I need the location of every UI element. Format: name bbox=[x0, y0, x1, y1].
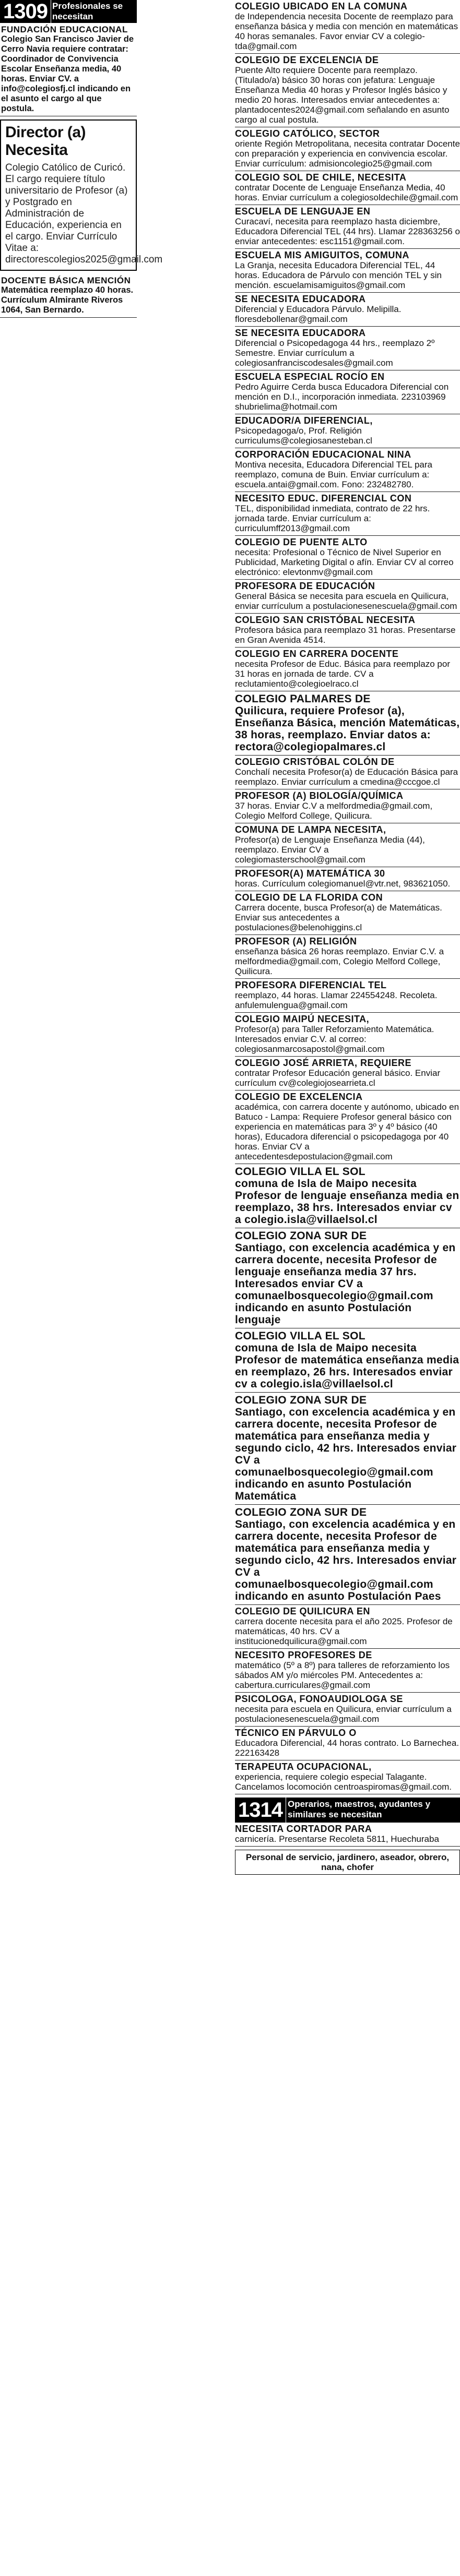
ad-heading: NECESITA CORTADOR PARA bbox=[235, 1824, 372, 1834]
ad-heading: TÉCNICO EN PÁRVULO O bbox=[235, 1728, 357, 1738]
classified-ad bbox=[235, 1693, 460, 1727]
classified-ad bbox=[235, 614, 460, 648]
ad-heading: COLEGIO DE EXCELENCIA bbox=[235, 1092, 363, 1102]
ad-heading: COLEGIO UBICADO EN LA COMUNA bbox=[235, 1, 408, 11]
ad-body: La Granja, necesita Educadora Diferencial TEL, 44 horas. Educadora de Párvulo con mención TEL y sin mención. escuelamisamiguitos@gmail.com bbox=[235, 260, 442, 290]
ad-heading: ESCUELA ESPECIAL ROCÍO EN bbox=[235, 372, 385, 382]
ad-heading: COLEGIO SAN CRISTÓBAL NECESITA bbox=[235, 615, 416, 625]
ad-heading: COLEGIO VILLA EL SOL bbox=[235, 1166, 365, 1178]
classified-ad bbox=[235, 414, 460, 448]
ad-body: académica, con carrera docente y autónomo, ubicado en Batuco - Lampa: Requiere Profesor general básico con experiencia en matemáticas para 3º y 4º básico (40 horas), Educadora diferencial o psicopedagoga por 40 horas. Enviar CV a antecedentesdepostulacion@gmail.com bbox=[235, 1102, 459, 1161]
classified-ad bbox=[235, 536, 460, 580]
classified-ad bbox=[235, 1823, 460, 1847]
section-header-1309 bbox=[0, 0, 137, 23]
classified-ad bbox=[0, 23, 137, 116]
ad-heading: PROFESORA DIFERENCIAL TEL bbox=[235, 980, 387, 990]
classified-ad bbox=[235, 448, 460, 492]
classified-ad bbox=[235, 891, 460, 935]
ad-body: horas. Currículum colegiomanuel@vtr.net, 983621050. bbox=[235, 879, 451, 889]
classified-ad bbox=[235, 1393, 460, 1505]
ad-body: contratar Docente de Lenguaje Enseñanza Media, 40 horas. Enviar currículum a colegiosoldechile@gmail.com bbox=[235, 183, 458, 202]
ad-heading: Director (a) Necesita bbox=[5, 124, 86, 159]
ad-heading: SE NECESITA EDUCADORA bbox=[235, 328, 366, 338]
classified-ad bbox=[235, 648, 460, 691]
ad-heading: ESCUELA DE LENGUAJE EN bbox=[235, 206, 371, 217]
ad-heading: COLEGIO DE QUILICURA EN bbox=[235, 1606, 370, 1616]
ad-heading: ESCUELA MIS AMIGUITOS, COMUNA bbox=[235, 250, 409, 260]
ad-heading: SE NECESITA EDUCADORA bbox=[235, 294, 366, 304]
classified-ad bbox=[0, 274, 137, 318]
ad-body: Colegio Católico de Curicó. El cargo requiere título universitario de Profesor (a) y Postgrado en Administración de Educación, experiencia en el cargo. Enviar Currículo Vitae a: directorescolegios2025@gmail.com bbox=[5, 162, 163, 265]
classified-ad bbox=[235, 1605, 460, 1649]
ad-body: enseñanza básica 26 horas reemplazo. Enviar C.V. a melfordmedia@gmail.com, Colegio Melford College, Quilicura. bbox=[235, 946, 444, 976]
ad-heading: COLEGIO VILLA EL SOL bbox=[235, 1330, 365, 1342]
ad-heading: NECESITO EDUC. DIFERENCIAL CON bbox=[235, 493, 412, 504]
ad-heading: PROFESORA DE EDUCACIÓN bbox=[235, 581, 375, 591]
classified-ad bbox=[235, 171, 460, 205]
ad-heading: PROFESOR(A) MATEMÁTICA 30 bbox=[235, 868, 385, 879]
classified-ad bbox=[235, 1164, 460, 1228]
ad-body: General Básica se necesita para escuela en Quilicura, enviar currículum a postulacionesenescuela@gmail.com bbox=[235, 591, 457, 611]
classified-ad bbox=[235, 327, 460, 370]
ad-body: Montiva necesita, Educadora Diferencial TEL para reemplazo, comuna de Buin. Enviar currículum a: escuela.antai@gmail.com. Fono: 232482780. bbox=[235, 460, 432, 489]
ad-heading: COLEGIO DE PUENTE ALTO bbox=[235, 537, 368, 547]
ad-body: Conchalí necesita Profesor(a) de Educación Básica para reemplazo. Enviar currículum a cmedina@cccgoe.cl bbox=[235, 767, 458, 787]
ad-heading: TERAPEUTA OCUPACIONAL, bbox=[235, 1762, 372, 1772]
ad-body: experiencia, requiere colegio especial Talagante. Cancelamos locomoción centroaspiromas@gmail.com. bbox=[235, 1772, 452, 1792]
classified-ad bbox=[235, 691, 460, 756]
ad-body: carrera docente necesita para el año 2025. Profesor de matemáticas, 40 hrs. CV a institucionedquilicura@gmail.com bbox=[235, 1616, 453, 1646]
ad-heading: NECESITO PROFESORES DE bbox=[235, 1650, 372, 1660]
classified-ad bbox=[235, 1328, 460, 1393]
footer-box-heading: Personal de servicio, jardinero, aseador, obrero, nana, chofer bbox=[245, 1852, 450, 1872]
classified-ad bbox=[235, 756, 460, 789]
ad-body: Carrera docente, busca Profesor(a) de Matemáticas. Enviar sus antecedentes a postulaciones@belenohiggins.cl bbox=[235, 903, 442, 932]
ad-list bbox=[235, 1823, 460, 1847]
ad-heading: COLEGIO SOL DE CHILE, NECESITA bbox=[235, 172, 407, 183]
section-number: 1309 bbox=[0, 0, 51, 23]
classified-ad bbox=[235, 1649, 460, 1693]
ad-body: Profesor(a) de Lenguaje Enseñanza Media (44), reemplazo. Enviar CV a colegiomasterschool@gmail.com bbox=[235, 835, 425, 865]
ad-heading: COLEGIO DE EXCELENCIA DE bbox=[235, 55, 379, 65]
ad-body: reemplazo, 44 horas. Llamar 224554248. Recoleta. anfulemulengua@gmail.com bbox=[235, 990, 438, 1010]
classified-ad bbox=[235, 867, 460, 891]
ad-body: TEL, disponibilidad inmediata, contrato de 22 hrs. jornada tarde. Enviar currículum a: curriculumff2013@gmail.com bbox=[235, 504, 430, 533]
classified-ad bbox=[235, 0, 460, 54]
ad-body: necesita para escuela en Quilicura, enviar currículum a postulacionesenescuela@gmail.com bbox=[235, 1704, 452, 1724]
ad-heading: COLEGIO JOSÉ ARRIETA, REQUIERE bbox=[235, 1058, 412, 1068]
ad-body: carnicería. Presentarse Recoleta 5811, Huechuraba bbox=[235, 1834, 439, 1844]
ad-heading: PSICOLOGA, FONOAUDIOLOGA SE bbox=[235, 1694, 403, 1704]
ad-body: comuna de Isla de Maipo necesita Profesor de lenguaje enseñanza media en reemplazo, 38 hrs. Interesados enviar cv a colegio.isla@villaelsol.cl bbox=[235, 1178, 459, 1226]
ad-body: comuna de Isla de Maipo necesita Profesor de matemática enseñanza media en reemplazo, 26 hrs. Interesados enviar cv a colegio.isla@villaelsol.cl bbox=[235, 1342, 459, 1390]
ad-body: oriente Región Metropolitana, necesita contratar Docente con preparación y experiencia en convivencia escolar. Enviar currículum: admisioncolegio25@gmail.com bbox=[235, 139, 460, 169]
ad-body: Profesor(a) para Taller Reforzamiento Matemática. Interesados enviar C.V. al correo: colegiosanmarcosapostol@gmail.com bbox=[235, 1024, 434, 1054]
ad-heading: DOCENTE BÁSICA MENCIÓN bbox=[1, 275, 131, 285]
ad-heading: COLEGIO CATÓLICO, SECTOR bbox=[235, 128, 380, 139]
ad-heading: COMUNA DE LAMPA NECESITA, bbox=[235, 824, 386, 835]
ad-body: Colegio San Francisco Javier de Cerro Navia requiere contratar: Coordinador de Convivencia Escolar Enseñanza media, 40 horas. Enviar CV. a info@colegiosfj.cl indicando en el asunto el cargo al que postula. bbox=[1, 34, 134, 113]
ad-body: Curacaví, necesita para reemplazo hasta diciembre, Educadora Diferencial TEL (44 hrs). Llamar 228363256 o enviar antecedentes: esc1151@gmail.com. bbox=[235, 217, 460, 246]
ad-body: Santiago, con excelencia académica y en carrera docente, necesita Profesor de lenguaje enseñanza media 37 hrs. Interesados enviar CV a comunaelbosquecolegio@gmail.com indicando en asunto Postulación lenguaje bbox=[235, 1242, 456, 1326]
ad-heading: PROFESOR (A) BIOLOGÍA/QUÍMICA bbox=[235, 790, 404, 801]
classified-ad bbox=[235, 935, 460, 979]
ad-heading: COLEGIO DE LA FLORIDA CON bbox=[235, 892, 383, 903]
classified-ad bbox=[235, 492, 460, 536]
column-left bbox=[0, 0, 163, 318]
ad-body: Puente Alto requiere Docente para reemplazo. (Titulado/a) básico 30 horas con jefatura: Lenguaje Enseñanza Media 40 horas y Profesor Inglés básico y medio 20 horas. Interesados enviar antecedentes a: plantadocentes2024@gmail.com señalando en asunto cargo al cual postula. bbox=[235, 65, 450, 125]
classified-ad bbox=[235, 1760, 460, 1794]
ad-heading: COLEGIO ZONA SUR DE bbox=[235, 1506, 367, 1518]
ad-heading: COLEGIO ZONA SUR DE bbox=[235, 1394, 367, 1406]
section-number: 1314 bbox=[235, 1798, 286, 1823]
ad-body: Profesora básica para reemplazo 31 horas. Presentarse en Gran Avenida 4514. bbox=[235, 625, 456, 645]
classified-ad bbox=[235, 1228, 460, 1328]
ad-body: Santiago, con excelencia académica y en carrera docente, necesita Profesor de matemática para enseñanza media y segundo ciclo, 42 hrs. Interesados enviar CV a comunaelbosquecolegio@gmail.com indicando en asunto Postulación Matemática bbox=[235, 1406, 457, 1502]
ad-body: Diferencial y Educadora Párvulo. Melipilla. floresdebollenar@gmail.com bbox=[235, 304, 402, 324]
classified-ad bbox=[235, 1505, 460, 1605]
ad-heading: COLEGIO EN CARRERA DOCENTE bbox=[235, 649, 399, 659]
classified-ad bbox=[235, 370, 460, 414]
classified-ad bbox=[235, 789, 460, 823]
footer-box bbox=[235, 1850, 460, 1875]
ad-heading: COLEGIO MAIPÚ NECESITA, bbox=[235, 1014, 370, 1024]
ad-heading: EDUCADOR/A DIFERENCIAL, bbox=[235, 415, 373, 426]
classified-ad bbox=[235, 54, 460, 127]
ad-body: Educadora Diferencial, 44 horas contrato. Lo Barnechea. 222163428 bbox=[235, 1738, 459, 1758]
section-header-1314 bbox=[235, 1798, 460, 1823]
classified-ad bbox=[235, 1057, 460, 1091]
ad-body: necesita: Profesional o Técnico de Nivel Superior en Publicidad, Marketing Digital o afín. Enviar CV al correo electrónico: elevtonmv@gmail.com bbox=[235, 547, 454, 577]
ad-body: Diferencial o Psicopedagoga 44 hrs., reemplazo 2º Semestre. Enviar currículum a colegiosanfranciscodesales@gmail.com bbox=[235, 338, 435, 368]
classified-ad bbox=[235, 979, 460, 1013]
ad-body: necesita Profesor de Educ. Básica para reemplazo por 31 horas en jornada de tarde. CV a reclutamiento@colegioelraco.cl bbox=[235, 659, 451, 689]
classified-ad bbox=[235, 1091, 460, 1164]
column-right bbox=[235, 0, 460, 1875]
ad-body: Santiago, con excelencia académica y en carrera docente, necesita Profesor de matemática para enseñanza media y segundo ciclo, 42 hrs. Interesados enviar CV a comunaelbosquecolegio@gmail.com indicando en asunto Postulación Paes bbox=[235, 1518, 457, 1602]
boxed-ad bbox=[0, 119, 163, 271]
ad-body: matemático (5º a 8º) para talleres de reforzamiento los sábados AM y/o miércoles PM. Antecedentes a: cabertura.curriculares@gmail.com bbox=[235, 1660, 450, 1690]
ad-list bbox=[235, 0, 460, 1794]
ad-body: Matemática reemplazo 40 horas. Currículum Almirante Riveros 1064, San Bernardo. bbox=[1, 285, 134, 315]
section-title: Profesionales se necesitan bbox=[51, 0, 137, 23]
ad-heading: COLEGIO CRISTÓBAL COLÓN DE bbox=[235, 757, 395, 767]
classified-ad bbox=[235, 127, 460, 171]
classified-ad bbox=[235, 293, 460, 327]
ad-heading: PROFESOR (A) RELIGIÓN bbox=[235, 936, 357, 946]
classified-ad bbox=[235, 580, 460, 614]
ad-body: Psicopedagoga/o, Prof. Religión curriculums@colegiosanesteban.cl bbox=[235, 426, 372, 446]
ad-body: contratar Profesor Educación general básico. Enviar currículum cv@colegiojosearrieta.cl bbox=[235, 1068, 441, 1088]
ad-body: de Independencia necesita Docente de reemplazo para enseñanza básica y media con mención en matemáticas 40 horas semanales. Favor enviar CV a colegio-tda@gmail.com bbox=[235, 11, 458, 51]
ad-body: Pedro Aguirre Cerda busca Educadora Diferencial con mención en D.I., incorporación inmediata. 223103969 shubrielima@hotmail.com bbox=[235, 382, 449, 412]
classified-ad bbox=[235, 1727, 460, 1760]
section-title: Operarios, maestros, ayudantes y similares se necesitan bbox=[286, 1798, 460, 1823]
classified-ad bbox=[235, 1013, 460, 1057]
ad-heading: CORPORACIÓN EDUCACIONAL NINA bbox=[235, 449, 411, 460]
classified-ad bbox=[235, 249, 460, 293]
classified-ad bbox=[235, 205, 460, 249]
ad-heading: COLEGIO ZONA SUR DE bbox=[235, 1230, 367, 1242]
ad-body: Quilicura, requiere Profesor (a), Enseñanza Básica, mención Matemáticas, 38 horas, reemplazo. Enviar datos a: rectora@colegiopalmares.cl bbox=[235, 705, 460, 753]
classified-ad bbox=[235, 823, 460, 867]
ad-heading: COLEGIO PALMARES DE bbox=[235, 693, 371, 705]
ad-body: 37 horas. Enviar C.V a melfordmedia@gmail.com, Colegio Melford College, Quilicura. bbox=[235, 801, 433, 821]
ad-heading: FUNDACIÓN EDUCACIONAL bbox=[1, 25, 128, 34]
